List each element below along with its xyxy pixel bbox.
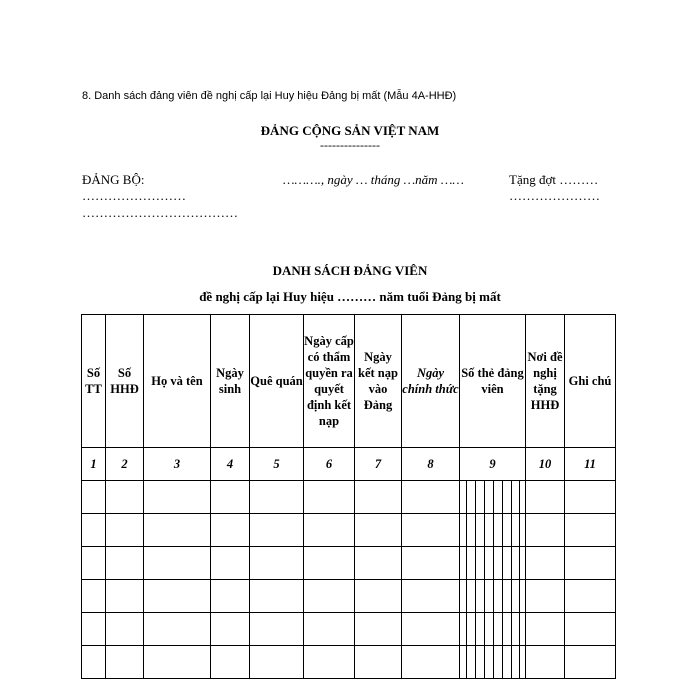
card-digit-box (484, 646, 493, 678)
table-cell (460, 514, 526, 547)
table-cell (565, 646, 616, 679)
card-digit-box (484, 547, 493, 579)
table-cell (106, 580, 144, 613)
card-digit-box (466, 580, 475, 612)
table-cell (106, 514, 144, 547)
card-digit-box (502, 481, 511, 513)
card-digit-box (502, 613, 511, 645)
party-name: ĐẢNG CỘNG SẢN VIỆT NAM (260, 123, 440, 138)
card-digit-box (511, 514, 520, 546)
table-cell (250, 613, 304, 646)
member-list-table (81, 314, 616, 679)
table-cell (211, 646, 250, 679)
header-cell-so-hhd: Số HHĐ (106, 315, 144, 448)
table-row (82, 613, 616, 646)
header-cell-so-the: Số thẻ đảng viên (460, 315, 526, 448)
table-cell (106, 646, 144, 679)
table-cell (144, 646, 211, 679)
table-cell (250, 580, 304, 613)
card-digit-box (475, 481, 484, 513)
table-row (82, 580, 616, 613)
table-cell (82, 547, 106, 580)
table-cell (526, 547, 565, 580)
list-subtitle: đề nghị cấp lại Huy hiệu ……… năm tuổi Đảng bị mất (199, 289, 501, 304)
column-number: 1 (82, 448, 106, 481)
table-cell (460, 481, 526, 514)
card-digit-box (475, 646, 484, 678)
table-cell (106, 613, 144, 646)
column-number: 2 (106, 448, 144, 481)
table-cell (355, 580, 402, 613)
header-cell-ngay-cap-qd: Ngày cấp có thẩm quyền ra quyết định kết nạp (304, 315, 355, 448)
table-cell (211, 514, 250, 547)
card-digit-box (466, 646, 475, 678)
table-cell (402, 580, 460, 613)
table-cell (460, 613, 526, 646)
table-cell (211, 580, 250, 613)
card-digit-box (502, 547, 511, 579)
card-digit-box (475, 514, 484, 546)
table-cell (402, 646, 460, 679)
card-number-boxes (460, 613, 525, 645)
card-digit-box (466, 514, 475, 546)
table-cell (355, 613, 402, 646)
empty-rows (82, 481, 616, 679)
table-cell (565, 514, 616, 547)
table-cell (526, 481, 565, 514)
table-cell (304, 547, 355, 580)
card-digit-box (502, 580, 511, 612)
table-cell (82, 580, 106, 613)
card-digit-box (466, 613, 475, 645)
card-digit-box (466, 481, 475, 513)
card-digit-box (511, 547, 520, 579)
column-number: 5 (250, 448, 304, 481)
header-cell-stt: Số TT (82, 315, 106, 448)
column-number: 9 (460, 448, 526, 481)
table-cell (565, 547, 616, 580)
header-cell-ngay-ket-nap: Ngày kết nạp vào Đảng (355, 315, 402, 448)
header-cell-ho-ten: Họ và tên (144, 315, 211, 448)
table-cell (250, 514, 304, 547)
dang-bo-label: ĐẢNG BỘ: (82, 172, 145, 187)
table-cell (565, 580, 616, 613)
card-digit-box (502, 646, 511, 678)
party-separator: --------------- (320, 138, 380, 152)
card-digit-box (493, 514, 502, 546)
table-row (82, 514, 616, 547)
card-digit-box (502, 514, 511, 546)
card-digit-box (484, 580, 493, 612)
table-cell (355, 481, 402, 514)
table-cell (460, 580, 526, 613)
table-cell (565, 613, 616, 646)
column-number: 8 (402, 448, 460, 481)
table-cell (355, 547, 402, 580)
card-digit-box (493, 481, 502, 513)
table-cell (402, 547, 460, 580)
table-cell (250, 646, 304, 679)
column-number-row (82, 448, 616, 481)
table-cell (526, 580, 565, 613)
table-cell (304, 580, 355, 613)
card-digit-box (475, 580, 484, 612)
column-number: 11 (565, 448, 616, 481)
table-cell (82, 646, 106, 679)
table-cell (144, 580, 211, 613)
card-number-boxes (460, 514, 525, 546)
table-cell (144, 547, 211, 580)
table-cell (402, 613, 460, 646)
dang-bo-dots-1: …………………… (82, 188, 186, 203)
header-cell-ghi-chu: Ghi chú (565, 315, 616, 448)
card-digit-box (511, 580, 520, 612)
table-cell (304, 481, 355, 514)
card-digit-box (475, 547, 484, 579)
card-digit-box (466, 547, 475, 579)
header-cell-ngay-sinh: Ngày sinh (211, 315, 250, 448)
tang-dot-label: Tặng đợt ……… (509, 172, 599, 187)
card-number-boxes (460, 481, 525, 513)
table-cell (82, 613, 106, 646)
table-cell (355, 646, 402, 679)
column-number: 10 (526, 448, 565, 481)
table-row (82, 481, 616, 514)
card-digit-box (484, 514, 493, 546)
table-cell (250, 481, 304, 514)
card-digit-box (493, 547, 502, 579)
table-cell (402, 514, 460, 547)
column-number: 7 (355, 448, 402, 481)
card-digit-box (493, 646, 502, 678)
column-number: 4 (211, 448, 250, 481)
card-digit-box (484, 481, 493, 513)
table-cell (144, 481, 211, 514)
card-digit-box (511, 481, 520, 513)
table-cell (211, 481, 250, 514)
tang-dot-dots: ………………… (509, 188, 600, 203)
table-cell (402, 481, 460, 514)
table-cell (144, 613, 211, 646)
card-digit-box (511, 613, 520, 645)
table-cell (144, 514, 211, 547)
list-title: DANH SÁCH ĐẢNG VIÊN (272, 263, 428, 278)
table-cell (82, 514, 106, 547)
table-cell (460, 646, 526, 679)
table-row (82, 547, 616, 580)
table-cell (304, 646, 355, 679)
column-number: 6 (304, 448, 355, 481)
card-number-boxes (460, 646, 525, 678)
header-cell-que-quan: Quê quán (250, 315, 304, 448)
card-number-boxes (460, 547, 525, 579)
date-line: ………., ngày … tháng …năm …… (283, 172, 464, 187)
table-cell (106, 481, 144, 514)
table-cell (106, 547, 144, 580)
table-cell (304, 613, 355, 646)
column-number: 3 (144, 448, 211, 481)
table-cell (565, 481, 616, 514)
table-cell (526, 613, 565, 646)
header-cell-ngay-chinh-thuc: Ngày chính thức (402, 315, 460, 448)
table-cell (211, 547, 250, 580)
header-row (82, 315, 616, 448)
card-digit-box (484, 613, 493, 645)
table-cell (304, 514, 355, 547)
table-row (82, 646, 616, 679)
table-cell (526, 514, 565, 547)
table-cell (526, 646, 565, 679)
card-digit-box (493, 613, 502, 645)
table-cell (250, 547, 304, 580)
table-cell (355, 514, 402, 547)
card-number-boxes (460, 580, 525, 612)
table-cell (82, 481, 106, 514)
card-digit-box (475, 613, 484, 645)
header-cell-noi-de-nghi: Nơi đề nghị tặng HHĐ (526, 315, 565, 448)
table-cell (460, 547, 526, 580)
table-cell (211, 613, 250, 646)
card-digit-box (511, 646, 520, 678)
card-digit-box (493, 580, 502, 612)
dang-bo-dots-2: ……………………………… (82, 205, 238, 220)
form-title: 8. Danh sách đảng viên đề nghị cấp lại Huy hiệu Đảng bị mất (Mẫu 4A-HHĐ) (82, 90, 457, 102)
